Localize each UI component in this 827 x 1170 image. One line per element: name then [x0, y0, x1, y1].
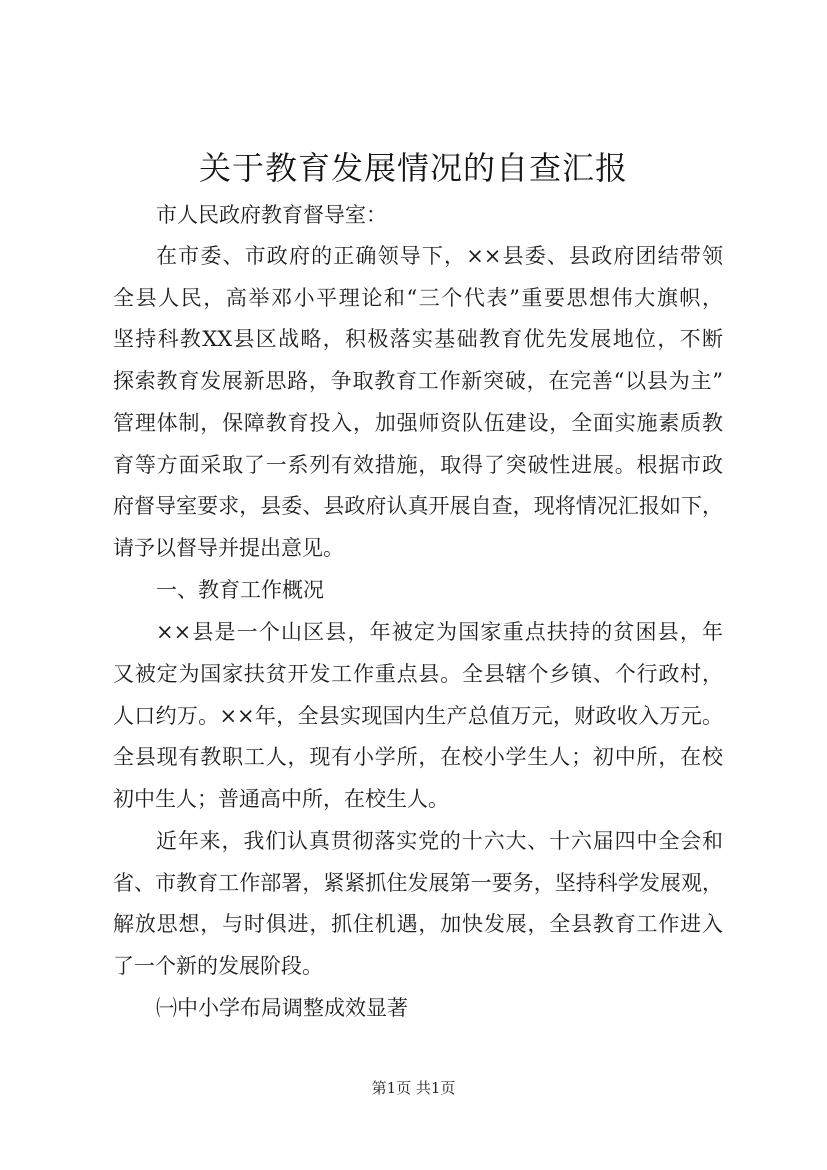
subsection-heading: ㈠中小学布局调整成效显著: [156, 996, 408, 1020]
page-footer: 第1页 共1页: [371, 1079, 456, 1097]
paragraph-line: 近年来，我们认真贯彻落实党的十六大、十六届四中全会和: [156, 829, 723, 853]
salutation: 市人民政府教育督导室：: [156, 203, 387, 227]
paragraph-line: 了一个新的发展阶段。: [113, 954, 323, 978]
document-title: 关于教育发展情况的自查汇报: [198, 149, 628, 187]
paragraph-line: 人口约万。××年，全县实现国内生产总值万元，财政收入万元。: [113, 704, 723, 728]
paragraph-line: 省、市教育工作部署，紧紧抓住发展第一要务，坚持科学发展观，: [113, 871, 723, 895]
section-heading: 一、教育工作概况: [156, 578, 324, 602]
paragraph-line: 管理体制，保障教育投入，加强师资队伍建设，全面实施素质教: [113, 411, 723, 435]
paragraph-line: 请予以督导并提出意见。: [113, 536, 344, 560]
paragraph-line: 坚持科教XX县区战略，积极落实基础教育优先发展地位，不断: [113, 327, 723, 351]
paragraph-line: 又被定为国家扶贫开发工作重点县。全县辖个乡镇、个行政村，: [113, 662, 723, 686]
paragraph-line: 全县人民，高举邓小平理论和“三个代表”重要思想伟大旗帜，: [113, 286, 723, 310]
paragraph-line: 解放思想，与时俱进，抓住机遇，加快发展，全县教育工作进入: [113, 912, 723, 936]
paragraph-line: 府督导室要求，县委、县政府认真开展自查，现将情况汇报如下，: [113, 494, 723, 518]
paragraph-line: 探索教育发展新思路，争取教育工作新突破，在完善“以县为主”: [113, 369, 723, 393]
paragraph-line: ××县是一个山区县，年被定为国家重点扶持的贫困县，年: [156, 620, 723, 644]
paragraph-line: 育等方面采取了一系列有效措施，取得了突破性进展。根据市政: [113, 453, 723, 477]
paragraph-line: 在市委、市政府的正确领导下，××县委、县政府团结带领: [156, 244, 723, 268]
paragraph-line: 初中生人；普通高中所，在校生人。: [113, 787, 449, 811]
paragraph-line: 全县现有教职工人，现有小学所，在校小学生人；初中所，在校: [113, 745, 723, 769]
